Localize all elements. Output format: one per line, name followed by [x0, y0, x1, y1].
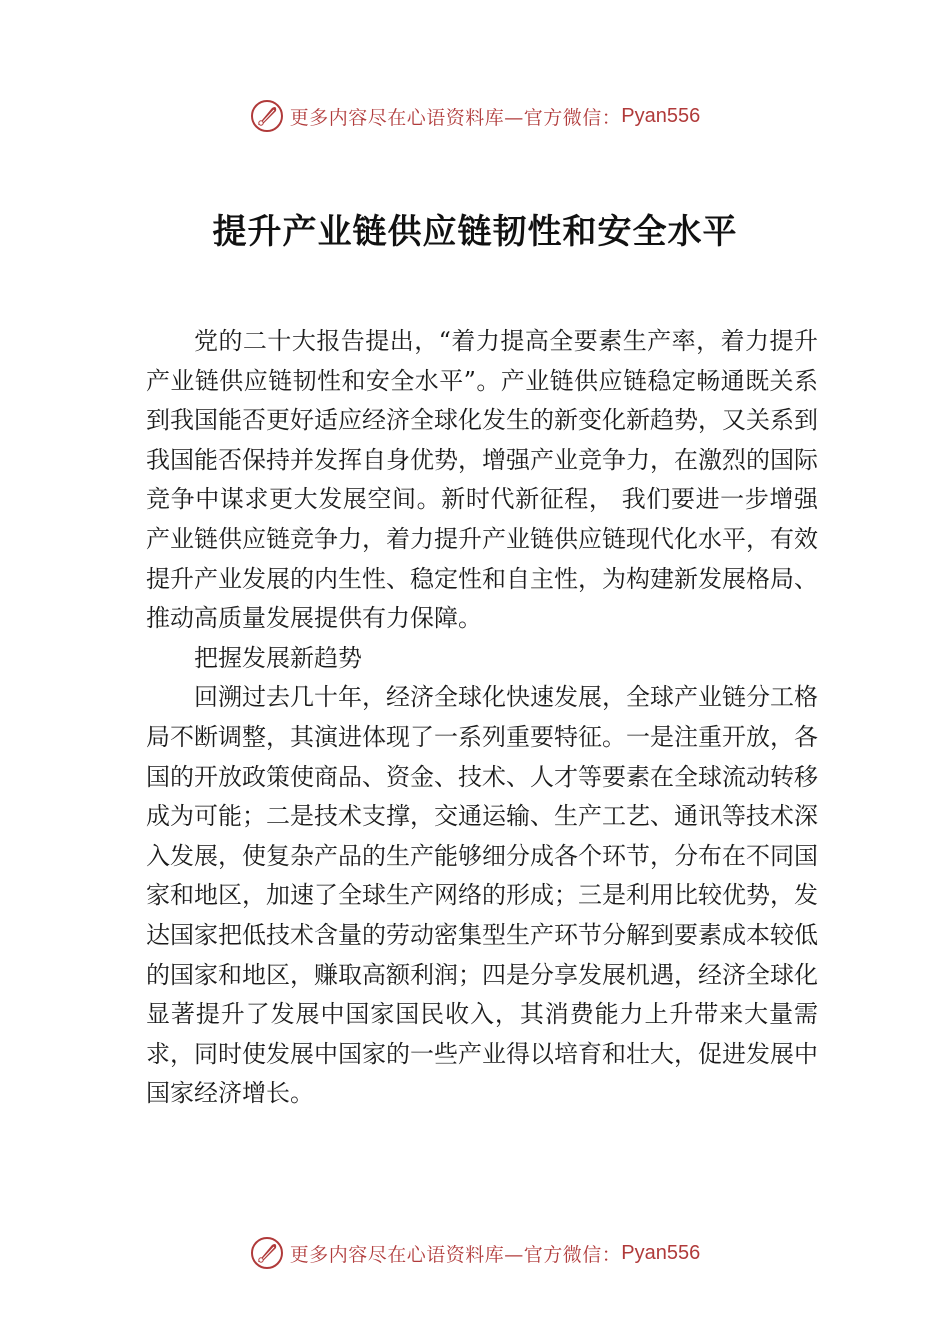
document-body	[146, 322, 818, 1114]
header-banner	[0, 96, 950, 136]
paragraph-globalization: 回溯过去几十年，经济全球化快速发展，全球产业链分工格局不断调整，其演进体现了一系列重要特征。一是注重开放，各国的开放政策使商品、资金、技术、人才等要素在全球流动转移成为可能；二是技术支撑，交通运输、生产工艺、通讯等技术深入发展，使复杂产品的生产能够细分成各个环节，分布在不同国家和地区，加速了全球生产网络的形成；三是利用比较优势，发达国家把低技术含量的劳动密集型生产环节分解到要素成本较低的国家和地区，赚取高额利润；四是分享发展机遇，经济全球化显著提升了发展中国家国民收入，其消费能力上升带来大量需求，同时使发展中国家的一些产业得以培育和壮大，促进发展中国家经济增长。	[146, 683, 818, 1108]
wechat-id: Pyan556	[621, 1241, 701, 1264]
document-title: 提升产业链供应链韧性和安全水平	[212, 212, 738, 252]
feather-pen-logo-icon	[250, 99, 284, 133]
wechat-id: Pyan556	[621, 104, 701, 127]
banner-text: 更多内容尽在心语资料库—官方微信：	[289, 1243, 622, 1266]
paragraph-intro: 党的二十大报告提出，“着力提高全要素生产率，着力提升产业链供应链韧性和安全水平”。产业链供应链稳定畅通既关系到我国能否更好适应经济全球化发生的新变化新趋势，又关系到我国能否保持并发挥自身优势，增强产业竞争力，在激烈的国际竞争中谋求更大发展空间。新时代新征程， 我们要进一步增强产业链供应链竞争力，着力提升产业链供应链现代化水平，有效提升产业发展的内生性、稳定性和自主性，为构建新发展格局、推动高质量发展提供有力保障。	[146, 327, 818, 633]
banner-text: 更多内容尽在心语资料库—官方微信：	[289, 106, 622, 129]
footer-banner	[0, 1233, 950, 1273]
section-heading: 把握发展新趋势	[194, 643, 362, 672]
feather-pen-logo-icon	[250, 1236, 284, 1270]
